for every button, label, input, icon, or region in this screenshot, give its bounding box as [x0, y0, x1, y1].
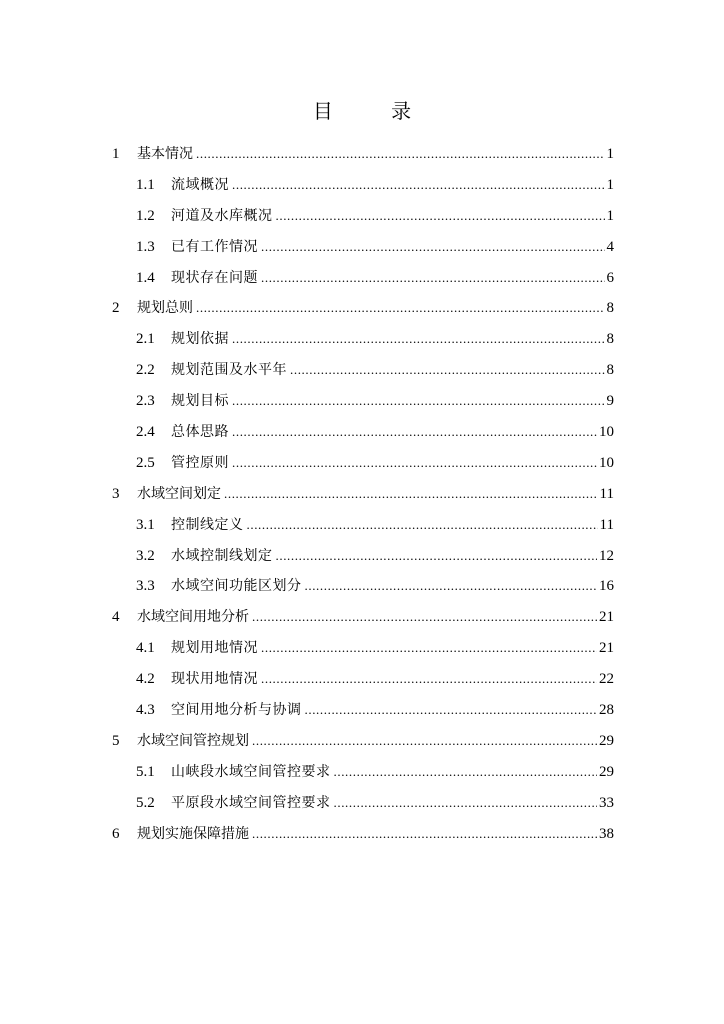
- toc-entry[interactable]: [112, 294, 614, 325]
- toc-entry[interactable]: [112, 696, 614, 727]
- toc-entry-title: 控制线定义: [171, 516, 244, 533]
- toc-entry-page: 21: [599, 640, 614, 657]
- toc-entry-page: 16: [599, 578, 614, 595]
- toc-entry-number: 2.5: [136, 454, 155, 471]
- toc-entry-number: 2.1: [136, 331, 155, 348]
- toc-entry-number: 5.1: [136, 763, 155, 780]
- toc-entry-title: 水域空间划定: [137, 485, 221, 502]
- dot-leader: [232, 325, 605, 353]
- toc-entry-page: 8: [606, 362, 614, 379]
- toc-entry-title: 水域空间用地分析: [137, 609, 249, 626]
- toc-entry[interactable]: [112, 511, 614, 542]
- dot-leader: [290, 356, 605, 384]
- toc-entry-number: 2.2: [136, 362, 155, 379]
- toc-entry[interactable]: [112, 418, 614, 449]
- dot-leader: [196, 140, 605, 168]
- dot-leader: [252, 727, 597, 755]
- toc-entry-number: 5: [112, 732, 120, 749]
- dot-leader: [334, 758, 598, 786]
- dot-leader: [276, 202, 605, 230]
- dot-leader: [232, 171, 605, 199]
- toc-entry-title: 水域空间功能区划分: [171, 578, 302, 595]
- toc-entry-page: 11: [599, 485, 614, 502]
- dot-leader: [247, 511, 598, 539]
- toc-entry-title: 平原段水域空间管控要求: [171, 794, 331, 811]
- toc-entry[interactable]: [112, 449, 614, 480]
- toc-entry-title: 规划范围及水平年: [171, 362, 287, 379]
- toc-entry-title: 现状用地情况: [171, 671, 258, 688]
- dot-leader: [261, 264, 605, 292]
- table-of-contents: [112, 140, 614, 850]
- toc-entry[interactable]: [112, 572, 614, 603]
- toc-entry-page: 1: [606, 146, 614, 162]
- toc-entry-number: 4.3: [136, 702, 155, 719]
- toc-entry[interactable]: [112, 758, 614, 789]
- toc-entry[interactable]: [112, 264, 614, 295]
- toc-entry[interactable]: [112, 634, 614, 665]
- toc-entry-page: 1: [606, 207, 614, 224]
- toc-entry-title: 规划实施保障措施: [137, 825, 249, 842]
- toc-entry-page: 22: [599, 671, 614, 688]
- toc-entry-number: 2: [112, 300, 120, 317]
- toc-entry-page: 4: [606, 238, 614, 255]
- toc-entry-title: 河道及水库概况: [171, 207, 273, 224]
- toc-entry-number: 1: [112, 146, 120, 162]
- toc-entry-title: 规划目标: [171, 393, 229, 410]
- dot-leader: [334, 789, 598, 817]
- dot-leader: [276, 542, 598, 570]
- toc-entry[interactable]: [112, 665, 614, 696]
- toc-entry-title: 总体思路: [171, 424, 229, 441]
- toc-entry-title: 水域控制线划定: [171, 547, 273, 564]
- toc-entry-page: 38: [599, 825, 614, 842]
- toc-entry-number: 3.2: [136, 547, 155, 564]
- toc-entry-page: 9: [606, 393, 614, 410]
- toc-entry-number: 1.1: [136, 176, 155, 193]
- toc-entry[interactable]: [112, 140, 614, 171]
- toc-entry-page: 6: [606, 269, 614, 286]
- toc-entry-number: 2.3: [136, 393, 155, 410]
- toc-entry-title: 山峡段水域空间管控要求: [171, 763, 331, 780]
- toc-entry-title: 基本情况: [137, 146, 193, 162]
- toc-entry-page: 8: [606, 300, 614, 317]
- dot-leader: [261, 634, 597, 662]
- toc-entry-page: 10: [599, 424, 614, 441]
- toc-entry-number: 1.4: [136, 269, 155, 286]
- toc-entry-number: 1.3: [136, 238, 155, 255]
- dot-leader: [232, 449, 597, 477]
- toc-entry[interactable]: [112, 356, 614, 387]
- toc-entry-title: 规划依据: [171, 331, 229, 348]
- toc-entry[interactable]: [112, 233, 614, 264]
- toc-entry-title: 现状存在问题: [171, 269, 258, 286]
- toc-entry-title: 流域概况: [171, 176, 229, 193]
- toc-entry-number: 3: [112, 485, 120, 502]
- toc-entry[interactable]: [112, 171, 614, 202]
- toc-entry-page: 8: [606, 331, 614, 348]
- dot-leader: [232, 387, 605, 415]
- toc-entry-number: 1.2: [136, 207, 155, 224]
- toc-entry-page: 29: [599, 763, 614, 780]
- toc-entry-number: 4: [112, 609, 120, 626]
- toc-entry-number: 3.3: [136, 578, 155, 595]
- toc-entry-title: 已有工作情况: [171, 238, 258, 255]
- toc-entry[interactable]: [112, 542, 614, 573]
- dot-leader: [261, 665, 597, 693]
- dot-leader: [261, 233, 605, 261]
- toc-entry-page: 1: [606, 176, 614, 193]
- toc-entry-number: 2.4: [136, 424, 155, 441]
- dot-leader: [196, 294, 605, 322]
- toc-entry-number: 6: [112, 825, 120, 842]
- toc-entry-page: 28: [599, 702, 614, 719]
- toc-entry[interactable]: [112, 820, 614, 851]
- toc-entry-title: 空间用地分析与协调: [171, 702, 302, 719]
- dot-leader: [252, 820, 597, 848]
- toc-entry-page: 12: [599, 547, 614, 564]
- toc-entry-page: 21: [599, 609, 614, 626]
- dot-leader: [252, 603, 597, 631]
- toc-entry-page: 11: [599, 516, 614, 533]
- toc-entry-title: 管控原则: [171, 454, 229, 471]
- toc-entry[interactable]: [112, 387, 614, 418]
- page-title: 目 录: [312, 99, 438, 123]
- dot-leader: [232, 418, 597, 446]
- toc-entry[interactable]: [112, 789, 614, 820]
- toc-entry[interactable]: [112, 480, 614, 511]
- toc-entry-page: 29: [599, 732, 614, 749]
- toc-entry[interactable]: [112, 325, 614, 356]
- toc-entry-number: 5.2: [136, 794, 155, 811]
- toc-entry[interactable]: [112, 727, 614, 758]
- toc-entry-number: 4.1: [136, 640, 155, 657]
- dot-leader: [224, 480, 598, 508]
- toc-entry[interactable]: [112, 603, 614, 634]
- toc-entry-title: 水域空间管控规划: [137, 732, 249, 749]
- toc-entry[interactable]: [112, 202, 614, 233]
- toc-entry-number: 3.1: [136, 516, 155, 533]
- toc-entry-page: 33: [599, 794, 614, 811]
- toc-entry-title: 规划用地情况: [171, 640, 258, 657]
- toc-entry-title: 规划总则: [137, 300, 193, 317]
- toc-entry-page: 10: [599, 454, 614, 471]
- dot-leader: [305, 696, 598, 724]
- toc-entry-number: 4.2: [136, 671, 155, 688]
- dot-leader: [305, 572, 598, 600]
